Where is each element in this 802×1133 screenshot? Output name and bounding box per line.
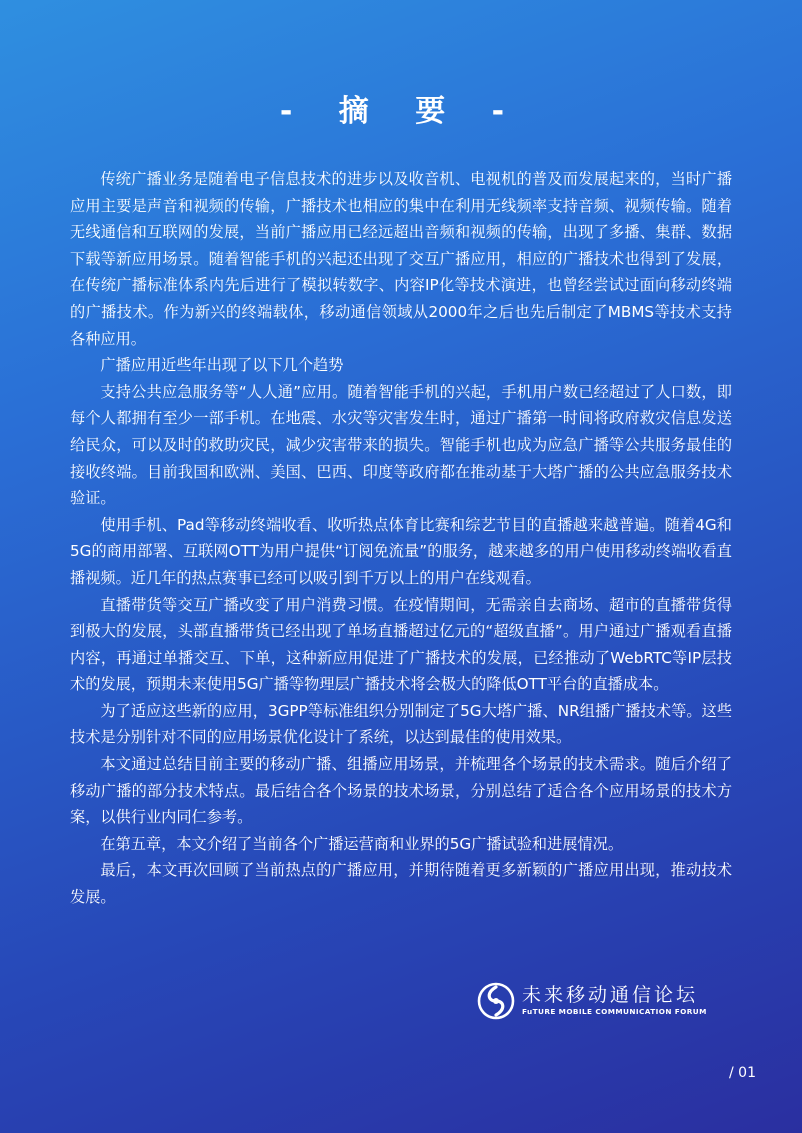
paragraph-4: 使用手机、Pad等移动终端收看、收听热点体育比赛和综艺节目的直播越来越普遍。随着4G和5G的商用部署、互联网OTT为用户提供“订阅免流量”的服务，越来越多的用户使用移动终端收看直播视频。近几年的热点赛事已经可以吸引到千万以上的用户在线观看。 (70, 515, 732, 587)
paragraph-5: 直播带货等交互广播改变了用户消费习惯。在疫情期间，无需亲自去商场、超市的直播带货得到极大的发展，头部直播带货已经出现了单场直播超过亿元的“超级直播”。用户通过广播观看直播内容，再通过单播交互、下单，这种新应用促进了广播技术的发展，已经推动了WebRTC等IP层技术的发展，预期未来使用5G广播等物理层广播技术将会极大的降低OTT平台的直播成本。 (70, 595, 732, 694)
page-title: - 摘 要 - (279, 94, 523, 129)
paragraph-6: 为了适应这些新的应用，3GPP等标准组织分别制定了5G大塔广播、NR组播广播技术等。这些技术是分别针对不同的应用场景优化设计了系统，以达到最佳的使用效果。 (70, 701, 732, 747)
paragraph-8: 在第五章，本文介绍了当前各个广播运营商和业界的5G广播试验和进展情况。 (100, 834, 624, 853)
page-number: / 01 (729, 1065, 756, 1081)
paragraph-1: 传统广播业务是随着电子信息技术的进步以及收音机、电视机的普及而发展起来的，当时广播应用主要是声音和视频的传输，广播技术也相应的集中在利用无线频率支持音频、视频传输。随着无线通信和互联网的发展，当前广播应用已经远超出音频和视频的传输，出现了多播、集群、数据下载等新应用场景。随着智能手机的兴起还出现了交互广播应用，相应的广播技术也得到了发展，在传统广播标准体系内先后进行了模拟转数字、内容IP化等技术演进，也曾经尝试过面向移动终端的广播技术。作为新兴的终端载体，移动通信领域从2000年之后也先后制定了MBMS等技术支持各种应用。 (70, 170, 732, 348)
logo-english-name: FuTURE MOBILE COMMUNICATION FORUM (522, 1007, 707, 1016)
paragraph-2: 广播应用近些年出现了以下几个趋势 (100, 356, 344, 375)
abstract-body (70, 166, 732, 911)
paragraph-7: 本文通过总结目前主要的移动广播、组播应用场景，并梳理各个场景的技术需求。随后介绍了移动广播的部分技术特点。最后结合各个场景的技术场景，分别总结了适合各个应用场景的技术方案，以供行业内同仁参考。 (70, 755, 732, 827)
paragraph-3: 支持公共应急服务等“人人通”应用。随着智能手机的兴起，手机用户数已经超过了人口数，即每个人都拥有至少一部手机。在地震、水灾等灾害发生时，通过广播第一时间将政府救灾信息发送给民众，可以及时的救助灾民，减少灾害带来的损失。智能手机也成为应急广播等公共服务最佳的接收终端。目前我国和欧洲、美国、巴西、印度等政府都在推动基于大塔广播的公共应急服务技术验证。 (70, 382, 732, 508)
future-forum-logo (476, 980, 726, 1022)
swirl-logo-icon (476, 981, 516, 1021)
paragraph-9: 最后，本文再次回顾了当前热点的广播应用，并期待随着更多新颖的广播应用出现，推动技术发展。 (70, 861, 732, 907)
logo-chinese-name: 未来移动通信论坛 (522, 984, 699, 1006)
